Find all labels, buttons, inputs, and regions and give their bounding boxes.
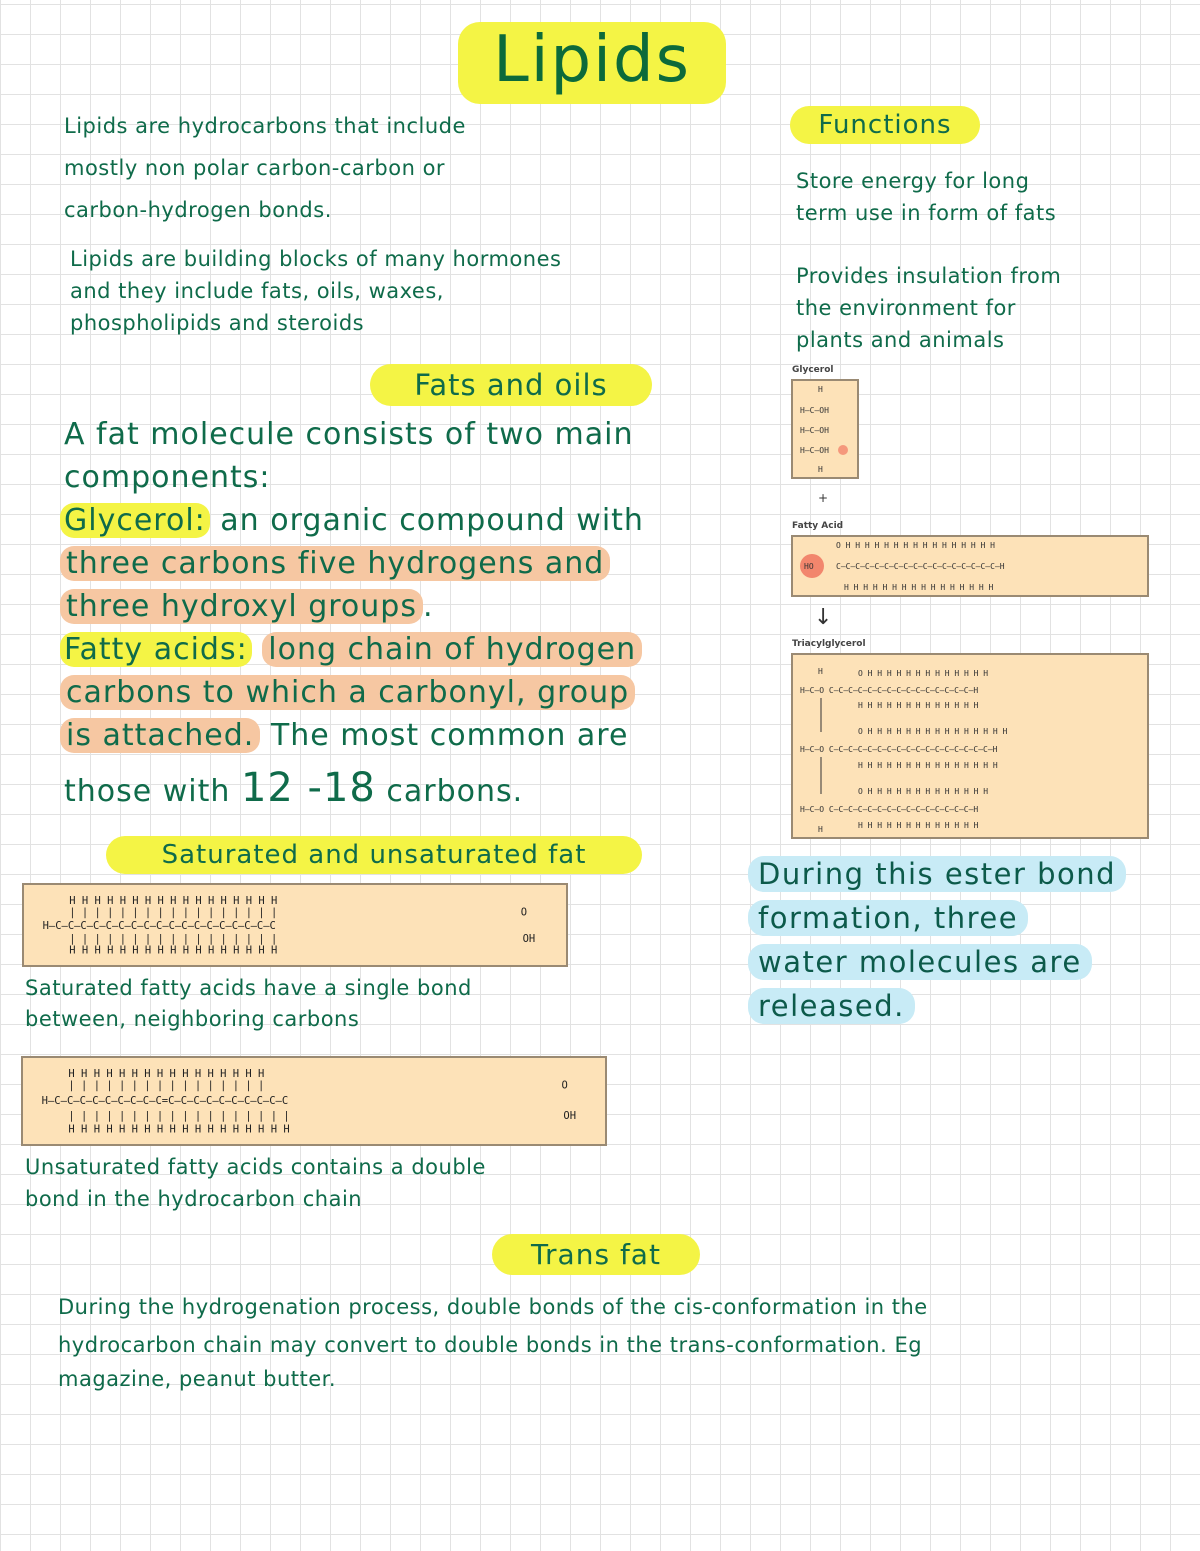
saturated-fatty-acid-diagram: [22, 883, 568, 967]
carboxyl-o: O: [561, 1079, 568, 1092]
svg-text:H—C—OH: H—C—OH: [800, 406, 829, 415]
svg-text:H—C—OH: H—C—OH: [800, 446, 829, 455]
glycerol-hydroxyl-mark: [838, 445, 848, 455]
ester-note-line: During this ester bond: [748, 856, 1126, 892]
svg-text:H H H H H H H H H H: H H H H H H H H H H H H H: [858, 701, 979, 710]
fats-oils-heading: Fats and oils: [370, 364, 652, 406]
svg-text:H H H H H H H H H H: H H H H H H H H H H H H H H H H: [844, 583, 994, 592]
glycerol-definition: [60, 499, 760, 542]
intro-paragraph-2: [70, 243, 561, 339]
fatty-acid-text: The most common are: [260, 718, 629, 753]
fatty-acid-highlight: carbons to which a carbonyl, group: [60, 675, 635, 710]
chain-bond-row: | | | | | | | | | | | | | | | | |: [69, 906, 278, 919]
carbon-count-line: [60, 767, 760, 813]
carboxyl-o: O: [520, 906, 528, 919]
svg-text:O H H H H H H H H H: O H H H H H H H H H H H H H H H: [858, 727, 1008, 736]
fatty-acid-highlight: is attached.: [60, 718, 260, 753]
carbon-count-post: carbons.: [375, 774, 524, 809]
ester-note-row: [748, 988, 1126, 1032]
intro-paragraph-1: [64, 105, 466, 231]
glycerol-period: .: [422, 589, 434, 624]
intro-p1-line: mostly non polar carbon-carbon or: [64, 156, 446, 180]
chain-backbone: H—C—C—C—C—C—C—C—C—C—C—C—C—C—C—C—C—C—C: [42, 919, 276, 932]
triacylglycerol-caption: Triacylglycerol: [792, 639, 866, 649]
svg-text:O H H H H H H H H H: O H H H H H H H H H H H H H: [858, 669, 989, 678]
page-title: Lipids: [493, 23, 691, 97]
trans-fat-heading: Trans fat: [492, 1234, 700, 1275]
functions-item-line: plants and animals: [796, 328, 1005, 352]
svg-text:O H H H H H H H H H: O H H H H H H H H H H H H H: [858, 787, 989, 796]
functions-item-line: term use in form of fats: [796, 201, 1057, 225]
functions-item-2: [796, 260, 1061, 356]
carbon-count-pre: those with: [64, 774, 241, 809]
svg-text:H: H: [818, 385, 823, 394]
triacylglycerol-figure: [788, 362, 1152, 842]
plus-sign: +: [818, 491, 829, 505]
reaction-arrow: ↓: [814, 605, 833, 630]
svg-text:O H H H H H H H H H: O H H H H H H H H H H H H H H H H: [836, 541, 995, 550]
fat-molecule-line: A fat molecule consists of two main: [64, 417, 634, 452]
glycerol-highlight: three hydroxyl groups: [60, 589, 423, 624]
fatty-acid-caption: Fatty Acid: [792, 521, 844, 531]
unsaturated-caption-line: bond in the hydrocarbon chain: [25, 1187, 363, 1211]
functions-item-line: the environment for: [796, 296, 1016, 320]
glycerol-text: an organic compound with: [209, 503, 644, 538]
unsaturated-fatty-acid-diagram: [21, 1056, 607, 1146]
unsaturated-caption-line: Unsaturated fatty acids contains a double: [25, 1155, 486, 1179]
svg-text:H: H: [818, 825, 823, 834]
svg-text:H: H: [818, 667, 823, 676]
carboxyl-oh: OH: [522, 933, 536, 946]
intro-p2-line: phospholipids and steroids: [70, 311, 365, 335]
chain-bond-row: | | | | | | | | | | | | | | | |: [68, 1079, 265, 1092]
functions-item-line: Store energy for long: [796, 169, 1030, 193]
glycerol-line: [60, 585, 760, 628]
glycerol-caption: Glycerol: [792, 365, 834, 375]
ester-note-row: [748, 900, 1126, 944]
svg-text:H—C—OH: H—C—OH: [800, 426, 829, 435]
svg-text:HO: HO: [804, 562, 814, 571]
svg-text:H—C—O C—C—C—C—C—C—C—C—C—C—C—C: H—C—O C—C—C—C—C—C—C—C—C—C—C—C—C—C—C—H: [800, 686, 979, 695]
functions-item-line: Provides insulation from: [796, 264, 1062, 288]
svg-text:H H H H H H H H H H: H H H H H H H H H H H H H H H: [858, 761, 998, 770]
fats-oils-body: [60, 413, 760, 813]
ester-note-line: water molecules are: [748, 944, 1092, 980]
fatty-acid-line: [60, 671, 760, 714]
ester-note-row: [748, 856, 1126, 900]
intro-p2-line: and they include fats, oils, waxes,: [70, 279, 444, 303]
chain-h-row: H H H H H H H H H H H H H H H H H: [69, 895, 278, 908]
chain-h-row: H H H H H H H H H H H H H H H H H H: [68, 1123, 290, 1136]
fatty-acid-definition: [60, 628, 760, 671]
trans-fat-line: magazine, peanut butter.: [58, 1367, 337, 1391]
trans-fat-line: During the hydrogenation process, double bonds of the cis-conformation in the: [58, 1295, 928, 1319]
fat-molecule-line: components:: [64, 460, 271, 495]
fatty-acid-highlight: long chain of hydrogen: [262, 632, 642, 667]
ester-note-line: formation, three: [748, 900, 1028, 936]
saturated-caption-line: between, neighboring carbons: [25, 1007, 360, 1031]
ester-bond-note: [748, 856, 1126, 1032]
saturated-caption-line: Saturated fatty acids have a single bond: [25, 976, 472, 1000]
carboxyl-oh: OH: [563, 1110, 577, 1123]
svg-text:H—C—O C—C—C—C—C—C—C—C—C—C—C—C: H—C—O C—C—C—C—C—C—C—C—C—C—C—C—C—C—C—C—C—H: [800, 745, 998, 754]
functions-heading: Functions: [790, 106, 980, 144]
saturated-caption: [25, 973, 472, 1035]
intro-p1-line: Lipids are hydrocarbons that include: [64, 114, 466, 138]
glycerol-highlight: three carbons five hydrogens and: [60, 546, 610, 581]
chain-bond-row: | | | | | | | | | | | | | | | | | |: [68, 1110, 290, 1123]
svg-text:H: H: [818, 465, 823, 474]
carbon-count-number: 12 -18: [240, 765, 376, 811]
functions-item-1: [796, 165, 1056, 229]
intro-p2-line: Lipids are building blocks of many hormones: [70, 247, 562, 271]
chain-h-row: H H H H H H H H H H H H H H H H: [68, 1068, 265, 1081]
svg-text:H—C—O C—C—C—C—C—C—C—C—C—C—C—C: H—C—O C—C—C—C—C—C—C—C—C—C—C—C—C—C—C—H: [800, 805, 979, 814]
chain-backbone: H—C—C—C—C—C—C—C—C—C=C—C—C—C—C—C—C—C—C—C: [41, 1094, 289, 1107]
glycerol-label: Glycerol:: [60, 503, 210, 538]
unsaturated-caption: [25, 1151, 486, 1215]
trans-fat-line: hydrocarbon chain may convert to double bonds in the trans-conformation. Eg: [58, 1333, 923, 1357]
trans-fat-paragraph: [58, 1288, 1168, 1394]
saturated-unsaturated-heading: Saturated and unsaturated fat: [106, 836, 642, 874]
saturated-chain-atoms: [43, 895, 536, 957]
chain-bond-row: | | | | | | | | | | | | | | | | |: [69, 933, 278, 946]
svg-text:C—C—C—C—C—C—C—C—C—C—C—C—C—C—C—: C—C—C—C—C—C—C—C—C—C—C—C—C—C—C—C—C—H: [836, 562, 1005, 571]
ester-note-line: released.: [748, 988, 915, 1024]
ester-note-row: [748, 944, 1126, 988]
svg-text:H H H H H H H H H H: H H H H H H H H H H H H H: [858, 821, 979, 830]
chain-h-row: H H H H H H H H H H H H H H H H H: [69, 944, 278, 957]
fatty-acids-label: Fatty acids:: [60, 632, 252, 667]
unsaturated-chain-atoms: [42, 1068, 576, 1135]
glycerol-line: [60, 542, 760, 585]
triacylglycerol-atoms: [800, 667, 1007, 834]
intro-p1-line: carbon-hydrogen bonds.: [64, 198, 332, 222]
fatty-acid-line: [60, 714, 760, 757]
